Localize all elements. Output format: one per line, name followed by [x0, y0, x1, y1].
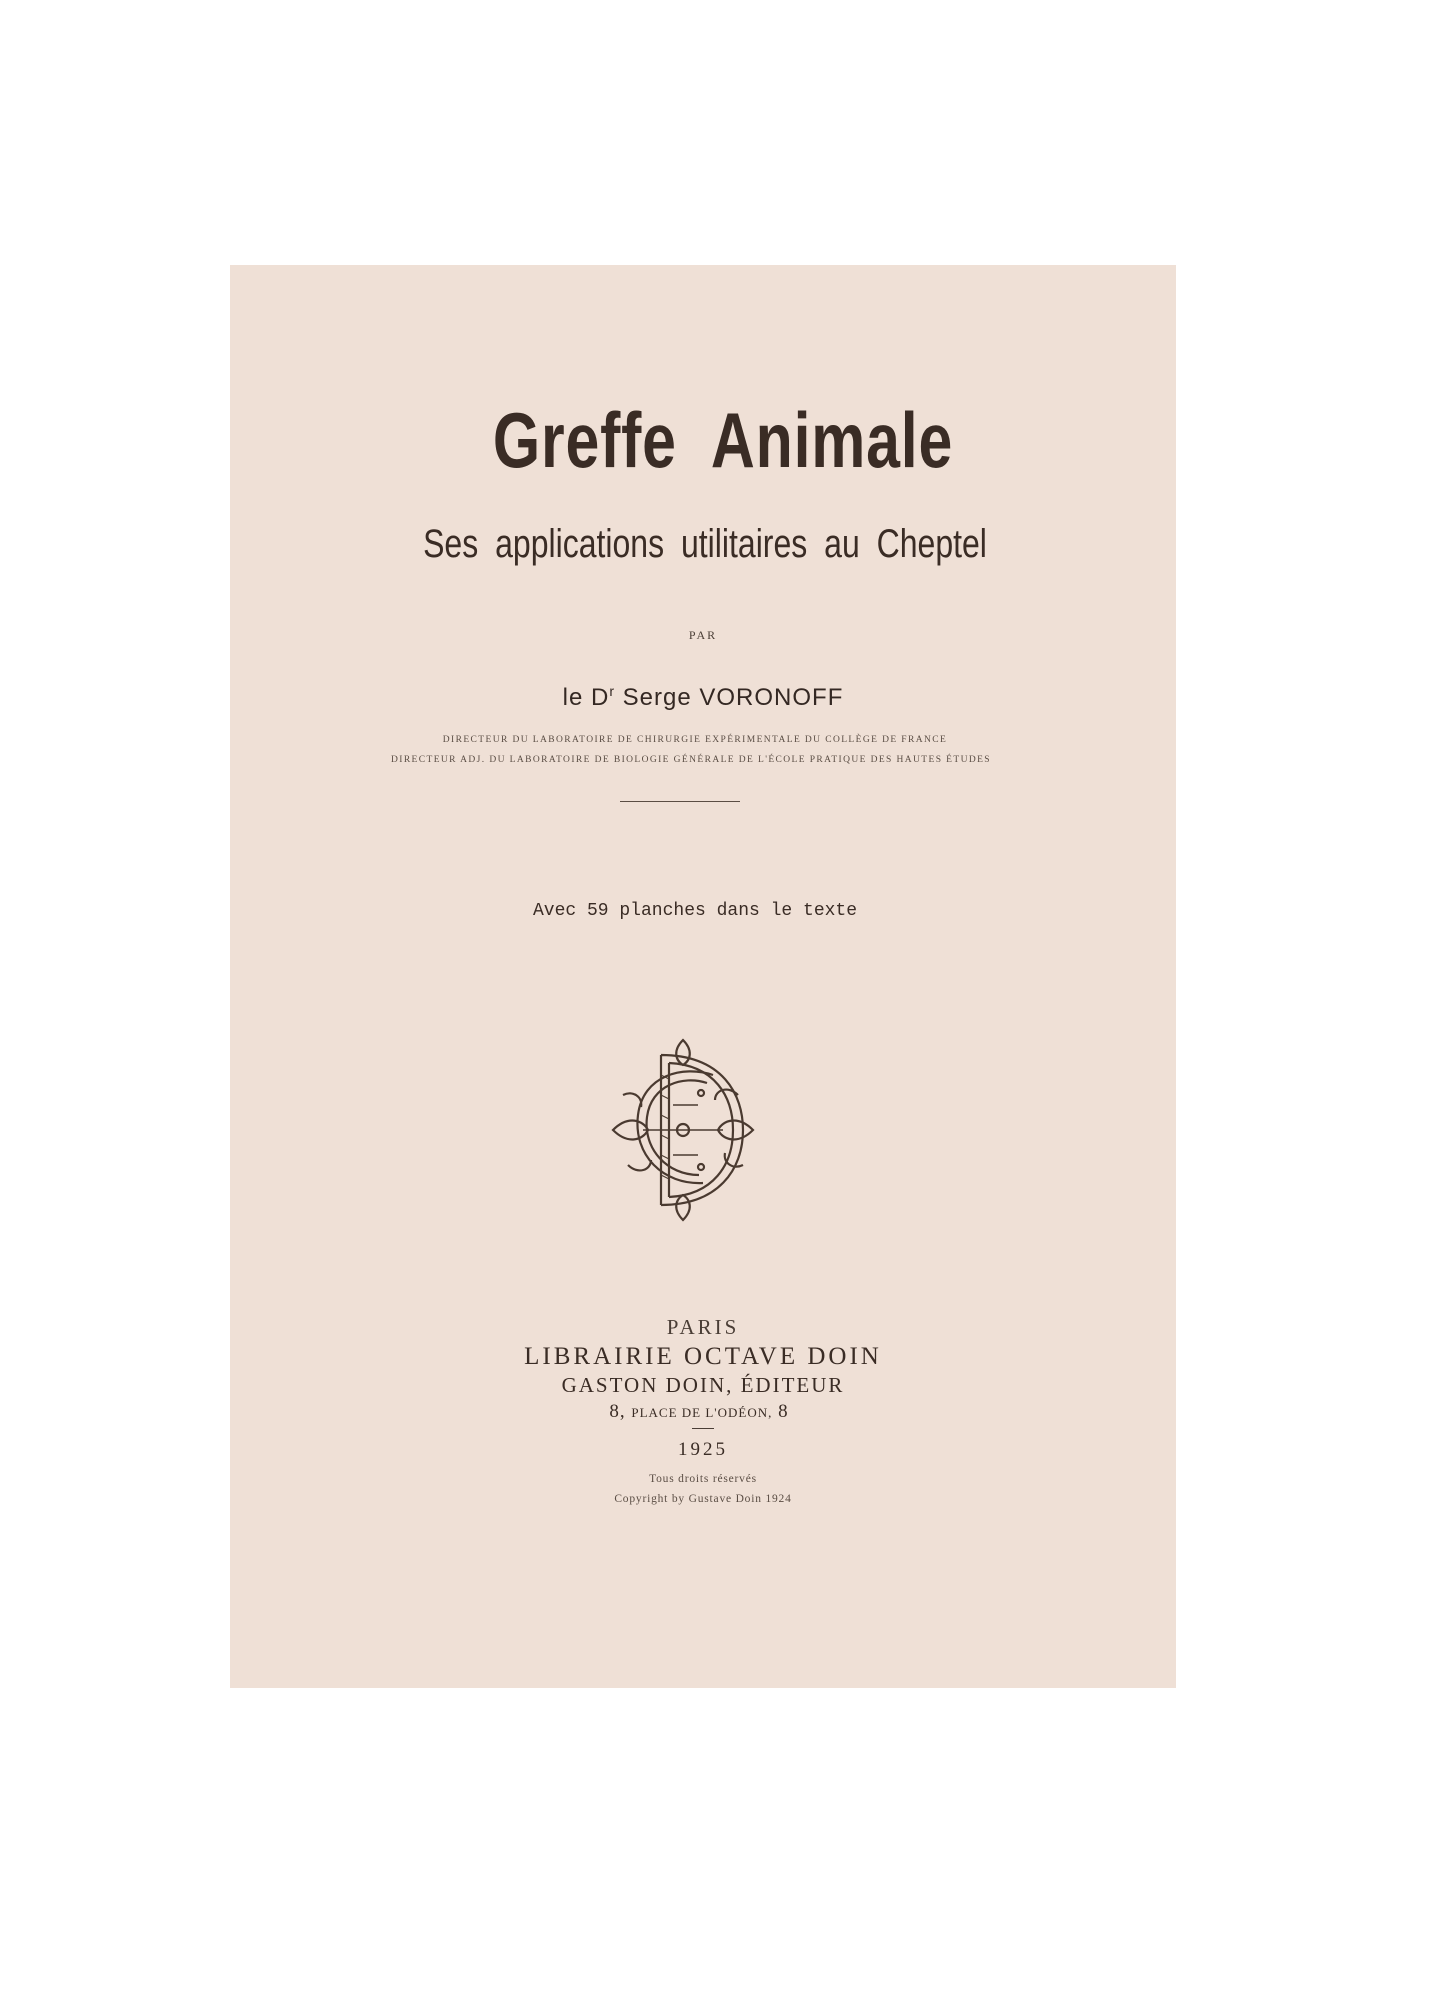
author-name: Serge VORONOFF [622, 684, 844, 711]
plates-note: Avec 59 planches dans le texte [532, 901, 858, 921]
author-line [230, 683, 1176, 712]
address-number-end: 8 [778, 1401, 789, 1422]
address-number: 8, [609, 1401, 626, 1422]
copyright-note: Copyright by Gustave Doin 1924 [614, 1493, 792, 1505]
address-street: PLACE DE L'ODÉON, [631, 1405, 773, 1420]
short-rule [692, 1428, 714, 1429]
book-title: Greffe Animale [492, 396, 954, 484]
rights-note: Tous droits réservés [649, 1473, 757, 1485]
divider-rule [620, 801, 740, 802]
par-label: PAR [688, 628, 718, 642]
author-prefix: le D [562, 684, 610, 711]
imprint-publisher: LIBRAIRIE OCTAVE DOIN [524, 1343, 882, 1370]
book-subtitle: Ses applications utilitaires au Cheptel [423, 522, 987, 566]
author-sup: r [609, 683, 615, 699]
affiliation-2: DIRECTEUR ADJ. DU LABORATOIRE DE BIOLOGIE GÉNÉRALE DE L'ÉCOLE PRATIQUE DES HAUTES ÉTUDES [391, 755, 991, 765]
imprint-year: 1925 [678, 1439, 728, 1460]
imprint-address [226, 1401, 1172, 1423]
title-page [230, 265, 1176, 1688]
imprint-city: PARIS [666, 1315, 740, 1339]
imprint-editor: GASTON DOIN, ÉDITEUR [561, 1373, 845, 1397]
publisher-monogram-icon [603, 1035, 763, 1225]
affiliation-1: DIRECTEUR DU LABORATOIRE DE CHIRURGIE EXPÉRIMENTALE DU COLLÈGE DE FRANCE [442, 735, 948, 745]
